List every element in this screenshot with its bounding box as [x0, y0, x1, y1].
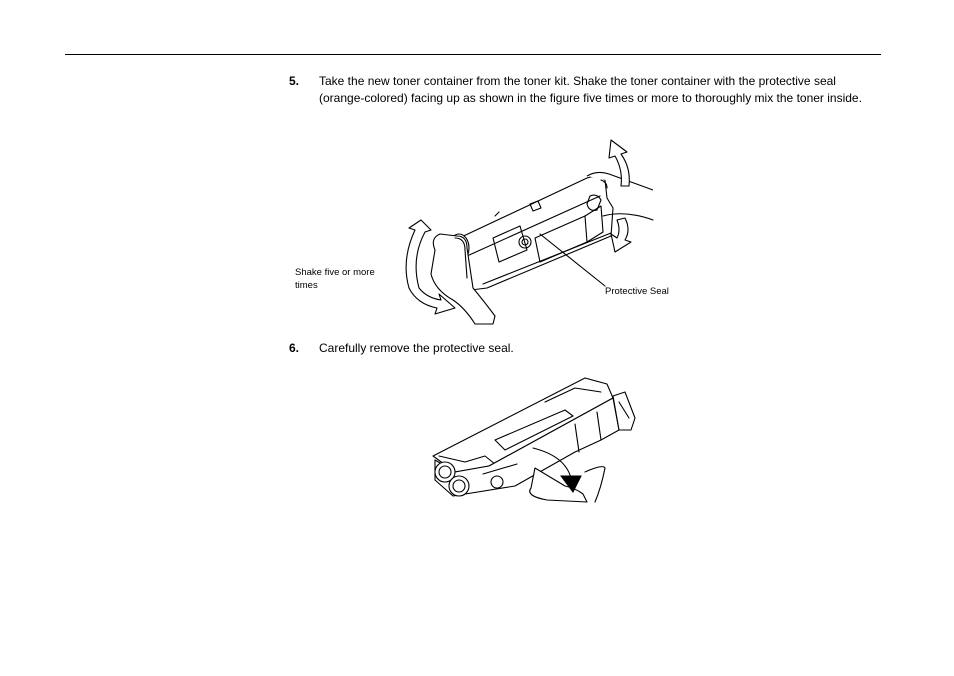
shake-arrow-right-down-icon — [611, 218, 631, 252]
step-text: Take the new toner container from the toner kit. Shake the toner container with the protective seal (orange-colored) facing up as shown in the figure five times or more to thoroughly mix the toner inside. — [319, 74, 862, 105]
figure-remove-seal — [425, 368, 640, 510]
step-number: 6. — [289, 341, 300, 355]
seal-removal-illustration — [425, 368, 640, 510]
protective-seal — [530, 468, 587, 502]
callout-shake-five-times: Shake five or more times — [295, 267, 375, 291]
header-rule — [65, 54, 881, 55]
callout-protective-seal: Protective Seal — [605, 286, 669, 297]
step-text: Carefully remove the protective seal. — [319, 341, 514, 355]
step-number: 5. — [289, 74, 300, 88]
